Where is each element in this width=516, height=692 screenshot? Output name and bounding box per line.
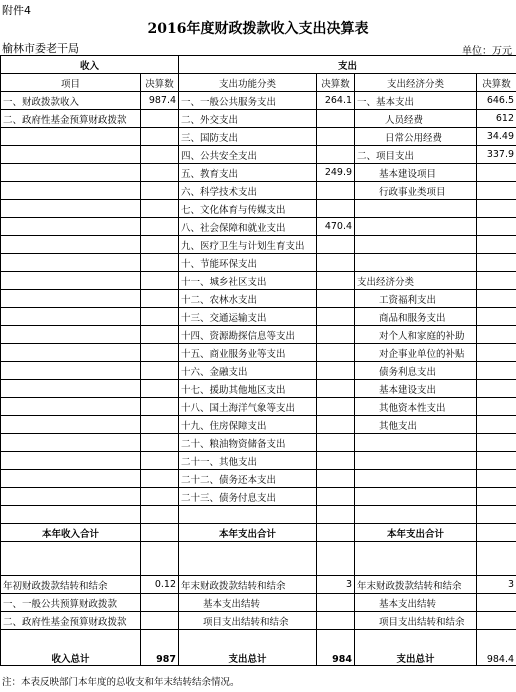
empty-cell [317, 506, 355, 524]
func-item: 十、节能环保支出 [179, 254, 317, 272]
func-amount [317, 128, 355, 146]
func-item: 一、一般公共服务支出 [179, 92, 317, 110]
table-row [1, 398, 516, 416]
func-item: 九、医疗卫生与计划生育支出 [179, 236, 317, 254]
econ-amount [477, 182, 516, 200]
empty-cell [1, 542, 141, 576]
income-grand-total-value: 987 [141, 630, 179, 666]
empty-cell [355, 542, 477, 576]
table-row [1, 308, 516, 326]
func-amount: 249.9 [317, 164, 355, 182]
final-accounts-table [0, 55, 516, 666]
econ-item: 人员经费 [355, 110, 477, 128]
income-item [1, 236, 141, 254]
table-row [1, 128, 516, 146]
econ-amount [477, 254, 516, 272]
unit-label: 单位：万元 [462, 46, 512, 57]
func-class-header: 支出功能分类 [179, 74, 317, 92]
empty-cell [477, 506, 516, 524]
income-item [1, 200, 141, 218]
income-item [1, 416, 141, 434]
table-row [1, 380, 516, 398]
carry-row [1, 612, 516, 630]
carry-func-item: 项目支出结转和结余 [179, 612, 317, 630]
func-amount [317, 488, 355, 506]
table-row [1, 488, 516, 506]
func-amount [317, 236, 355, 254]
func-amount [317, 200, 355, 218]
carry-row [1, 594, 516, 612]
table-row [1, 164, 516, 182]
func-amount [317, 182, 355, 200]
func-amount: 470.4 [317, 218, 355, 236]
econ-item: 其他支出 [355, 416, 477, 434]
func-item: 十三、交通运输支出 [179, 308, 317, 326]
empty-cell [179, 542, 317, 576]
func-grand-total-label: 支出总计 [179, 630, 317, 666]
func-amount [317, 452, 355, 470]
econ-item [355, 452, 477, 470]
income-item [1, 380, 141, 398]
table-row [1, 200, 516, 218]
income-amount [141, 272, 179, 290]
attachment-label: 附件4 [2, 4, 31, 17]
econ-item: 商品和服务支出 [355, 308, 477, 326]
item-header: 项目 [1, 74, 141, 92]
econ-item: 一、基本支出 [355, 92, 477, 110]
table-row [1, 272, 516, 290]
econ-item [355, 218, 477, 236]
econ-amount: 337.9 [477, 146, 516, 164]
income-item [1, 128, 141, 146]
carry-income-amount [141, 612, 179, 630]
econ-amount [477, 290, 516, 308]
empty-cell [179, 506, 317, 524]
econ-item: 工资福利支出 [355, 290, 477, 308]
table-row [1, 416, 516, 434]
income-item [1, 272, 141, 290]
empty-cell [141, 524, 179, 542]
income-grand-total-label: 收入总计 [1, 630, 141, 666]
income-amount [141, 164, 179, 182]
table-row [1, 470, 516, 488]
func-item: 十八、国土海洋气象等支出 [179, 398, 317, 416]
func-amount [317, 380, 355, 398]
econ-amount [477, 470, 516, 488]
income-amount [141, 146, 179, 164]
econ-item: 基本建设项目 [355, 164, 477, 182]
econ-item: 债务利息支出 [355, 362, 477, 380]
econ-amount [477, 380, 516, 398]
func-item: 五、教育支出 [179, 164, 317, 182]
income-item [1, 308, 141, 326]
func-amount [317, 254, 355, 272]
income-amount [141, 182, 179, 200]
econ-amount [477, 398, 516, 416]
income-amount [141, 128, 179, 146]
table-row [1, 452, 516, 470]
carry-income-item: 年初财政拨款结转和结余 [1, 576, 141, 594]
empty-cell [317, 542, 355, 576]
econ-amount: 646.5 [477, 92, 516, 110]
income-amount [141, 380, 179, 398]
year-total-row [1, 524, 516, 542]
income-item: 一、财政拨款收入 [1, 92, 141, 110]
header-row [1, 74, 516, 92]
table-row [1, 92, 516, 110]
econ-amount [477, 452, 516, 470]
func-amount [317, 362, 355, 380]
func-item: 八、社会保障和就业支出 [179, 218, 317, 236]
income-amount [141, 416, 179, 434]
income-amount [141, 344, 179, 362]
func-amount [317, 146, 355, 164]
spacer-row [1, 542, 516, 576]
func-amount [317, 326, 355, 344]
table-row [1, 326, 516, 344]
table-row [1, 254, 516, 272]
carry-func-amount [317, 594, 355, 612]
carry-econ-amount: 3 [477, 576, 516, 594]
func-item: 二十三、债务付息支出 [179, 488, 317, 506]
table-row [1, 434, 516, 452]
econ-amount [477, 218, 516, 236]
econ-amount [477, 200, 516, 218]
carry-econ-item: 基本支出结转 [355, 594, 477, 612]
year-econ-total-label: 本年支出合计 [355, 524, 477, 542]
spacer-row [1, 506, 516, 524]
func-amount [317, 416, 355, 434]
func-item: 十七、援助其他地区支出 [179, 380, 317, 398]
income-header: 收入 [1, 56, 179, 74]
footnote: 注：本表反映部门本年度的总收支和年末结转结余情况。 [2, 677, 240, 688]
carry-func-item: 年末财政拨款结转和结余 [179, 576, 317, 594]
income-item [1, 218, 141, 236]
income-item [1, 290, 141, 308]
carry-income-amount [141, 594, 179, 612]
func-amount [317, 344, 355, 362]
func-amount [317, 398, 355, 416]
income-amount [141, 452, 179, 470]
carry-func-amount [317, 612, 355, 630]
income-item [1, 452, 141, 470]
func-item: 七、文化体育与传媒支出 [179, 200, 317, 218]
unit-name: 榆林市委老干局 [2, 42, 79, 55]
income-amount [141, 434, 179, 452]
amount-header: 决算数 [477, 74, 516, 92]
func-amount [317, 110, 355, 128]
empty-cell [317, 524, 355, 542]
income-amount [141, 398, 179, 416]
func-item: 二十一、其他支出 [179, 452, 317, 470]
empty-cell [477, 542, 516, 576]
econ-class-header: 支出经济分类 [355, 74, 477, 92]
empty-cell [141, 506, 179, 524]
econ-amount [477, 308, 516, 326]
func-item: 十九、住房保障支出 [179, 416, 317, 434]
income-amount [141, 362, 179, 380]
empty-cell [355, 506, 477, 524]
func-item: 二十二、债务还本支出 [179, 470, 317, 488]
carry-func-amount: 3 [317, 576, 355, 594]
income-amount [141, 200, 179, 218]
func-amount [317, 308, 355, 326]
income-item [1, 470, 141, 488]
econ-item [355, 470, 477, 488]
income-item: 二、政府性基金预算财政拨款 [1, 110, 141, 128]
page-title: 2016年度财政拨款收入支出决算表 [147, 21, 369, 37]
carry-func-item: 基本支出结转 [179, 594, 317, 612]
empty-cell [477, 524, 516, 542]
func-item: 十六、金融支出 [179, 362, 317, 380]
func-item: 十二、农林水支出 [179, 290, 317, 308]
func-item: 十一、城乡社区支出 [179, 272, 317, 290]
func-amount [317, 470, 355, 488]
income-item [1, 146, 141, 164]
income-amount [141, 254, 179, 272]
table-row [1, 182, 516, 200]
income-amount [141, 290, 179, 308]
grand-total-row [1, 630, 516, 666]
func-item: 十五、商业服务业等支出 [179, 344, 317, 362]
income-amount [141, 308, 179, 326]
econ-amount [477, 416, 516, 434]
carry-row [1, 576, 516, 594]
econ-item: 支出经济分类 [355, 272, 477, 290]
econ-item: 基本建设支出 [355, 380, 477, 398]
income-amount [141, 218, 179, 236]
econ-item [355, 236, 477, 254]
econ-amount [477, 272, 516, 290]
func-item: 三、国防支出 [179, 128, 317, 146]
income-amount: 987.4 [141, 92, 179, 110]
income-amount [141, 326, 179, 344]
income-item [1, 344, 141, 362]
income-item [1, 398, 141, 416]
econ-grand-total-value: 984.4 [477, 630, 516, 666]
econ-item: 二、项目支出 [355, 146, 477, 164]
econ-amount [477, 326, 516, 344]
econ-item: 对企事业单位的补贴 [355, 344, 477, 362]
table-row [1, 290, 516, 308]
econ-item: 其他资本性支出 [355, 398, 477, 416]
econ-item [355, 254, 477, 272]
econ-item: 对个人和家庭的补助 [355, 326, 477, 344]
table-row [1, 344, 516, 362]
func-amount: 264.1 [317, 92, 355, 110]
table-row [1, 362, 516, 380]
income-item [1, 254, 141, 272]
func-grand-total-value: 984 [317, 630, 355, 666]
econ-item: 行政事业类项目 [355, 182, 477, 200]
income-item [1, 488, 141, 506]
carry-econ-amount [477, 594, 516, 612]
amount-header: 决算数 [317, 74, 355, 92]
econ-amount [477, 488, 516, 506]
econ-amount [477, 362, 516, 380]
econ-amount [477, 344, 516, 362]
econ-amount [477, 164, 516, 182]
empty-cell [141, 542, 179, 576]
econ-amount: 612 [477, 110, 516, 128]
income-item [1, 362, 141, 380]
func-item: 十四、资源勘探信息等支出 [179, 326, 317, 344]
econ-item [355, 488, 477, 506]
empty-cell [1, 506, 141, 524]
econ-amount [477, 236, 516, 254]
econ-item [355, 434, 477, 452]
income-item [1, 326, 141, 344]
func-item: 二、外交支出 [179, 110, 317, 128]
econ-item: 日常公用经费 [355, 128, 477, 146]
func-amount [317, 272, 355, 290]
carry-income-item: 二、政府性基金预算财政拨款 [1, 612, 141, 630]
func-amount [317, 290, 355, 308]
func-item: 四、公共安全支出 [179, 146, 317, 164]
carry-income-amount: 0.12 [141, 576, 179, 594]
year-func-total-label: 本年支出合计 [179, 524, 317, 542]
table-row [1, 110, 516, 128]
econ-item [355, 200, 477, 218]
income-item [1, 164, 141, 182]
income-amount [141, 236, 179, 254]
income-item [1, 434, 141, 452]
carry-income-item: 一、一般公共预算财政拨款 [1, 594, 141, 612]
income-amount [141, 110, 179, 128]
carry-econ-amount [477, 612, 516, 630]
func-amount [317, 434, 355, 452]
func-item: 二十、粮油物资储备支出 [179, 434, 317, 452]
income-amount [141, 470, 179, 488]
econ-amount [477, 434, 516, 452]
table-row [1, 146, 516, 164]
expense-header: 支出 [179, 56, 516, 74]
carry-econ-item: 年末财政拨款结转和结余 [355, 576, 477, 594]
carry-econ-item: 项目支出结转和结余 [355, 612, 477, 630]
table-row [1, 218, 516, 236]
func-item: 六、科学技术支出 [179, 182, 317, 200]
income-amount [141, 488, 179, 506]
income-item [1, 182, 141, 200]
year-income-total-label: 本年收入合计 [1, 524, 141, 542]
table-row [1, 236, 516, 254]
amount-header: 决算数 [141, 74, 179, 92]
econ-amount: 34.49 [477, 128, 516, 146]
econ-grand-total-label: 支出总计 [355, 630, 477, 666]
header-row-top [1, 56, 516, 74]
